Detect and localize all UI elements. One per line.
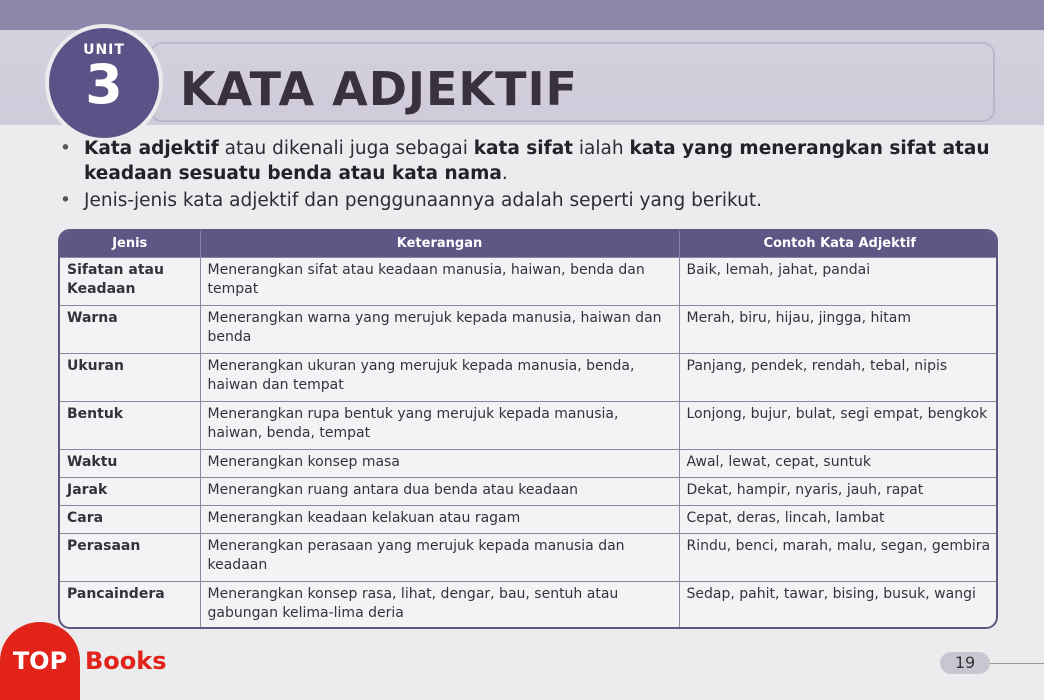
cell-jenis: Ukuran bbox=[60, 353, 200, 401]
definition-text: kata yang menerangkan sifat atau keadaan sesuatu benda atau kata nama bbox=[84, 138, 990, 184]
bullet-text: ialah bbox=[573, 138, 630, 159]
col-header-contoh: Contoh Kata Adjektif bbox=[679, 231, 998, 257]
cell-jenis: Cara bbox=[60, 505, 200, 533]
table-header-row bbox=[60, 231, 998, 257]
cell-keterangan: Menerangkan keadaan kelakuan atau ragam bbox=[200, 505, 679, 533]
cell-keterangan: Menerangkan sifat atau keadaan manusia, haiwan, benda dan tempat bbox=[200, 257, 679, 305]
logo-books-word: Books bbox=[85, 647, 167, 675]
bullet-definition bbox=[60, 136, 1010, 186]
table-row bbox=[60, 533, 998, 581]
cell-contoh: Lonjong, bujur, bulat, segi empat, bengkok bbox=[679, 401, 998, 449]
term-kata-sifat: kata sifat bbox=[473, 138, 574, 159]
cell-jenis: Jarak bbox=[60, 477, 200, 505]
page-title: KATA ADJEKTIF bbox=[180, 62, 578, 116]
cell-jenis: Sifatan atau Keadaan bbox=[60, 257, 200, 305]
table-row bbox=[60, 353, 998, 401]
cell-jenis: Waktu bbox=[60, 449, 200, 477]
cell-jenis: Pancaindera bbox=[60, 581, 200, 627]
cell-keterangan: Menerangkan perasaan yang merujuk kepada manusia dan keadaan bbox=[200, 533, 679, 581]
adjective-table-grid bbox=[60, 231, 998, 627]
page-number: 19 bbox=[940, 652, 990, 674]
table-row bbox=[60, 449, 998, 477]
cell-contoh: Awal, lewat, cepat, suntuk bbox=[679, 449, 998, 477]
cell-contoh: Panjang, pendek, rendah, tebal, nipis bbox=[679, 353, 998, 401]
bullet-text: atau dikenali juga sebagai bbox=[218, 138, 474, 159]
table-row bbox=[60, 505, 998, 533]
cell-jenis: Perasaan bbox=[60, 533, 200, 581]
page-number-rule bbox=[990, 663, 1044, 664]
unit-label: UNIT bbox=[83, 42, 125, 58]
table-row bbox=[60, 401, 998, 449]
cell-contoh: Rindu, benci, marah, malu, segan, gembira bbox=[679, 533, 998, 581]
col-header-keterangan: Keterangan bbox=[200, 231, 679, 257]
bullet-types: • Jenis-jenis kata adjektif dan penggunaannya adalah seperti yang berikut. bbox=[60, 188, 1010, 213]
cell-contoh: Dekat, hampir, nyaris, jauh, rapat bbox=[679, 477, 998, 505]
col-header-jenis: Jenis bbox=[60, 231, 200, 257]
cell-contoh: Cepat, deras, lincah, lambat bbox=[679, 505, 998, 533]
term-kata-adjektif: Kata adjektif bbox=[84, 138, 219, 159]
table-row bbox=[60, 305, 998, 353]
cell-contoh: Merah, biru, hijau, jingga, hitam bbox=[679, 305, 998, 353]
cell-keterangan: Menerangkan warna yang merujuk kepada manusia, haiwan dan benda bbox=[200, 305, 679, 353]
logo-top-mark: TOP bbox=[0, 622, 80, 700]
cell-keterangan: Menerangkan rupa bentuk yang merujuk kepada manusia, haiwan, benda, tempat bbox=[200, 401, 679, 449]
cell-jenis: Warna bbox=[60, 305, 200, 353]
topbooks-logo bbox=[0, 622, 190, 700]
unit-number: 3 bbox=[85, 53, 123, 116]
cell-keterangan: Menerangkan konsep rasa, lihat, dengar, bau, sentuh atau gabungan kelima-lima deria bbox=[200, 581, 679, 627]
cell-contoh: Sedap, pahit, tawar, bising, busuk, wangi bbox=[679, 581, 998, 627]
cell-keterangan: Menerangkan ruang antara dua benda atau keadaan bbox=[200, 477, 679, 505]
cell-keterangan: Menerangkan konsep masa bbox=[200, 449, 679, 477]
cell-contoh: Baik, lemah, jahat, pandai bbox=[679, 257, 998, 305]
adjective-table bbox=[58, 229, 998, 629]
table-row bbox=[60, 581, 998, 627]
intro-bullets bbox=[60, 136, 1010, 215]
cell-keterangan: Menerangkan ukuran yang merujuk kepada manusia, benda, haiwan dan tempat bbox=[200, 353, 679, 401]
header-strip bbox=[0, 0, 1044, 30]
bullet-text: . bbox=[501, 163, 508, 184]
unit-badge bbox=[45, 24, 163, 142]
cell-jenis: Bentuk bbox=[60, 401, 200, 449]
table-row bbox=[60, 257, 998, 305]
table-row bbox=[60, 477, 998, 505]
